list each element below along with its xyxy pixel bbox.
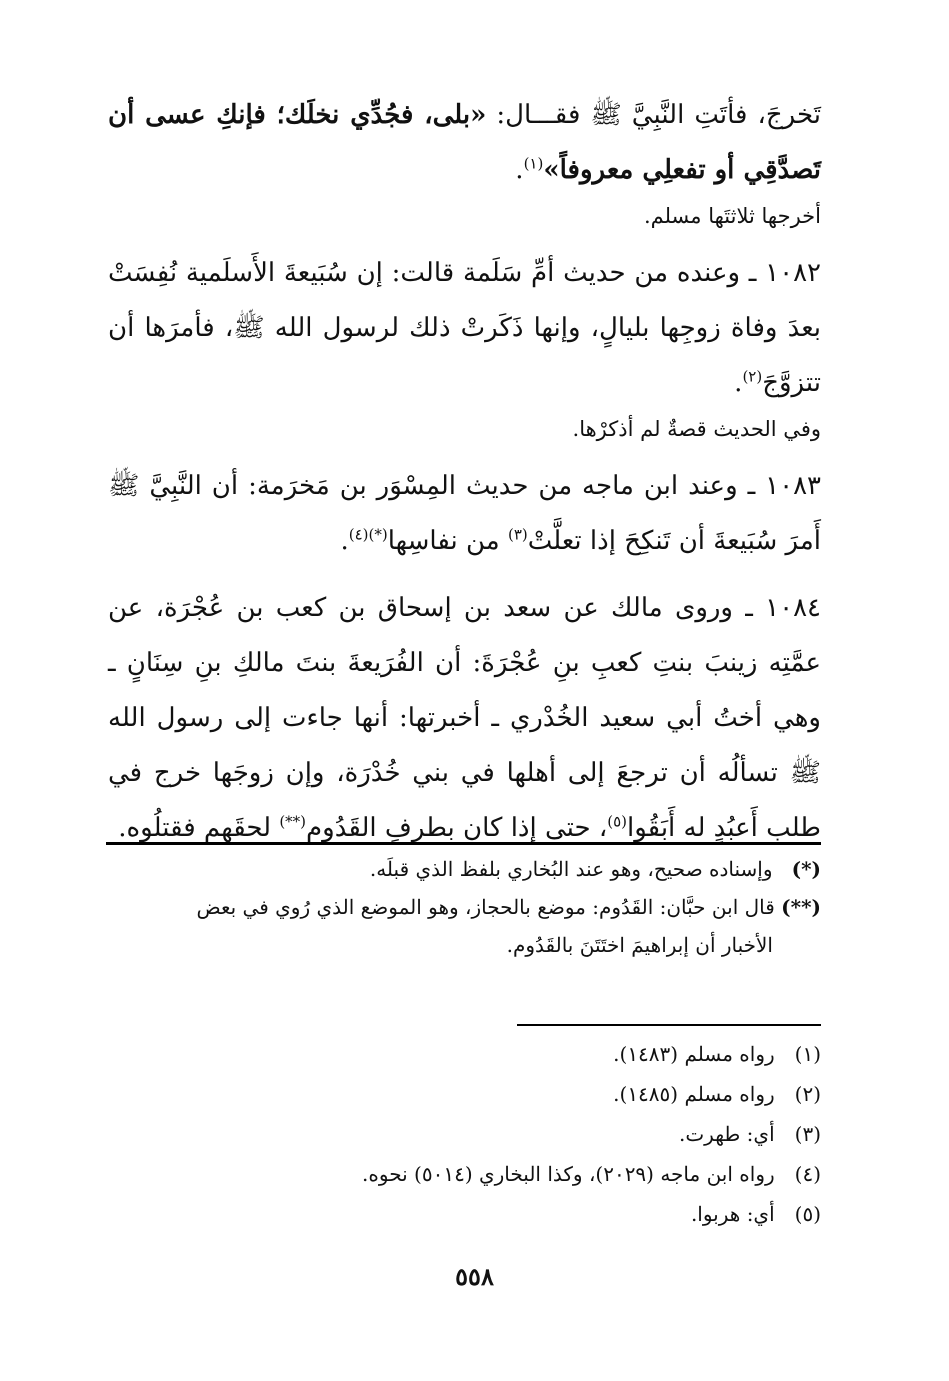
footnote-number: (٥) — [794, 1202, 821, 1226]
note-text: الأخبار أن إبراهيمَ اختَتَنَ بالقَدُوم. — [506, 933, 773, 957]
paragraph-text: ١٠٨٤ ـ وروى مالك عن سعد بن إسحاق بن كعب بن عُجْرَة، عن عمَّتِه زينبَ بنتِ كعبِ بنِ عُجْرَةَ: أن الفُرَيعةَ بنتَ مالكِ بنِ سِنَانٍ ـ وهي أختُ أبي سعيد الخُدْري ـ أخبرتها: أنها جاءت إلى رسول الله ﷺ تسألُه أن ترجعَ إلى أهلها في بني خُدْرَة، وإن زوجَها خرج في طلب أَعبُدٍ له أَبَقُوا — [108, 593, 821, 843]
paragraph-text: ١٠٨٣ ـ وعند ابن ماجه من حديث المِسْوَر بن مَخرَمة: أن النَّبِيَّ ﷺ أَمرَ سُبَيعةَ أن تَنكِحَ إذا تعلَّتْ — [108, 471, 821, 556]
paragraph-text: تَخرجَ، فأتَتِ النَّبِيَّ ﷺ فقـــال: — [486, 100, 821, 130]
footnote-ref: (**) — [279, 812, 307, 831]
source-note: أخرجها ثلاثتَها مسلم. — [643, 204, 821, 228]
hadith-quote: «بلى، فجُدِّي نخلَك؛ فإنكِ عسى أن تَصدَّقِي أو تفعلِي معروفاً» — [108, 100, 821, 185]
paragraph-text: ، حتى إذا كان بطرفِ القَدُوم — [306, 813, 608, 843]
hadith-1084 — [108, 581, 821, 856]
footnote — [108, 1034, 821, 1074]
paragraph-text: من نفاسِها — [387, 526, 508, 556]
source-note: وفي الحديث قصةٌ لم أذكرْها. — [572, 417, 821, 441]
footnote-number: (٣) — [794, 1122, 821, 1146]
footnote-ref: (٣) — [507, 525, 528, 544]
footnote-text: أي: طهرت. — [678, 1122, 775, 1146]
footnote — [108, 1194, 821, 1234]
paragraph-text: لحقَهم فقتلُوه. — [118, 813, 280, 843]
footnote-number: (١) — [794, 1042, 821, 1066]
footnote-ref: (٥) — [607, 812, 628, 831]
footnotes — [108, 1034, 821, 1234]
footnote-ref: (١) — [523, 154, 544, 173]
footnote-ref: (*)(٤) — [348, 525, 388, 544]
footnote — [108, 1154, 821, 1194]
note-text: وإسناده صحيح، وهو عند البُخاري بلفظ الذي قبلَه. — [369, 857, 773, 881]
footnote-number: (٢) — [794, 1082, 821, 1106]
note-marker: (*) — [791, 857, 821, 881]
footnote-ref: (٢) — [742, 367, 763, 386]
hadith-1082: ١٠٨٢ ـ وعنده من حديث أمِّ سَلَمة قالت: إن سُبَيعةَ الأَسلَمية نُفِسَتْ بعدَ وفاة زوجِها بليالٍ، وإنها ذَكَرتْ ذلك لرسول الله ﷺ، فأمرَها أن تتزوَّجَ$^{(٢)}$. — [108, 258, 821, 398]
footnote-text: أي: هربوا. — [690, 1202, 775, 1226]
main-text — [108, 88, 821, 856]
footnote-divider-short — [517, 1024, 821, 1026]
editor-note — [108, 850, 821, 888]
hadith-1083: ١٠٨٣ ـ وعند ابن ماجه من حديث المِسْوَر بن مَخرَمة: أن النَّبِيَّ ﷺ أَمرَ سُبَيعةَ أن تَنكِحَ إذا تعلَّتْ$^{(٣)}$ من نفاسِها$^{(*)(٤)}$. — [108, 471, 821, 556]
paragraph-text: ١٠٨٢ ـ وعنده من حديث أمِّ سَلَمة قالت: إن سُبَيعةَ الأَسلَمية نُفِسَتْ بعدَ وفاة زوجِها بليالٍ، وإنها ذَكَرتْ ذلك لرسول الله ﷺ، فأمرَها أن تتزوَّجَ — [108, 258, 821, 398]
page-number: ٥٥٨ — [455, 1262, 494, 1291]
note-text: قال ابن حبَّان: القَدُوم: موضع بالحجاز، وهو الموضع الذي رُوي في بعض — [196, 895, 775, 919]
footnote-divider — [106, 842, 821, 845]
editor-note — [108, 888, 821, 926]
footnote-text: رواه مسلم (١٤٨٣). — [613, 1042, 775, 1066]
note-marker: (**) — [781, 895, 821, 919]
footnote — [108, 1074, 821, 1114]
editor-notes — [108, 850, 821, 964]
footnote-text: رواه مسلم (١٤٨٥). — [613, 1082, 775, 1106]
footnote — [108, 1114, 821, 1154]
footnote-number: (٤) — [794, 1162, 821, 1186]
paragraph-continued: تَخرجَ، فأتَتِ النَّبِيَّ ﷺ فقـــال: «بلى، فجُدِّي نخلَك؛ فإنكِ عسى أن تَصدَّقِي أو تفعلِي معروفاً»$^{(١)}$. — [108, 100, 821, 185]
footnote-text: رواه ابن ماجه (٢٠٢٩)، وكذا البخاري (٥٠١٤) نحوه. — [362, 1162, 775, 1186]
